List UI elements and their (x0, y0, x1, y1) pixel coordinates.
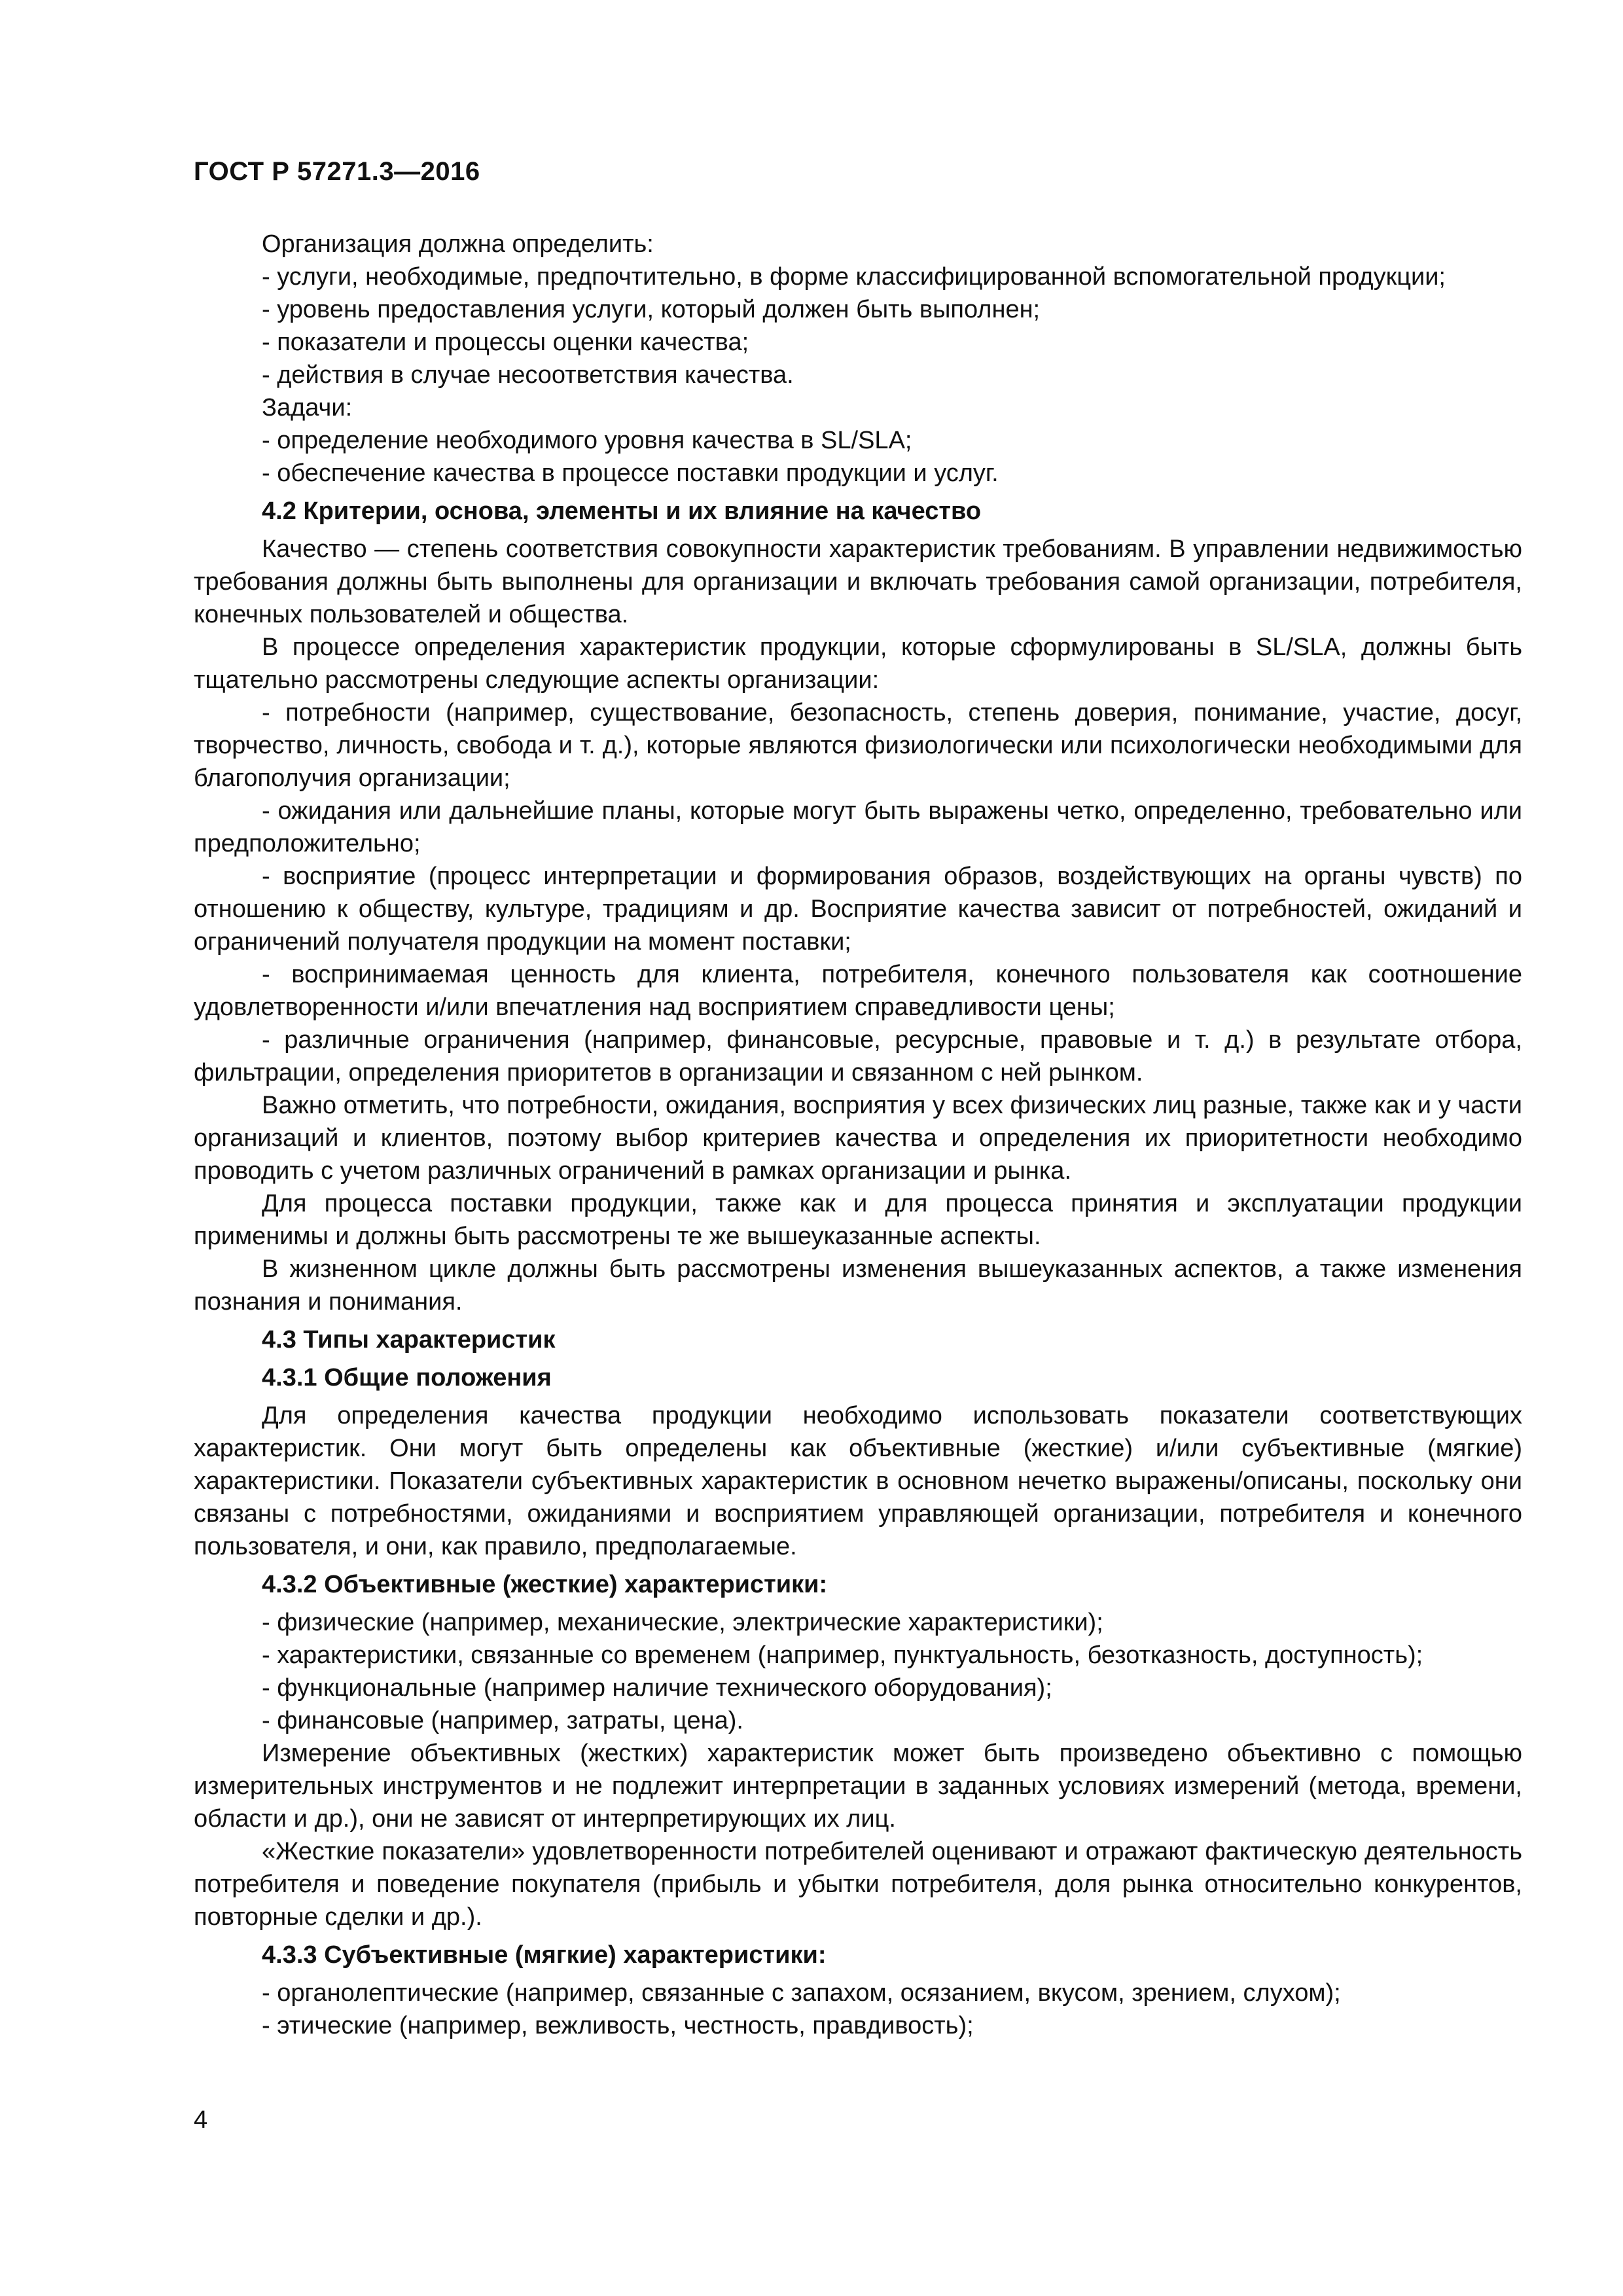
intro-lead: Организация должна определить: (262, 230, 654, 258)
task-item: - обеспечение качества в процессе поставки продукции и услуг. (262, 459, 999, 487)
document-body (194, 228, 1522, 2042)
section-heading-4-2: 4.2 Критерии, основа, элементы и их влияние на качество (262, 497, 982, 525)
intro-item: - действия в случае несоответствия качества. (262, 361, 794, 389)
paragraph: Для процесса поставки продукции, также как и для процесса принятия и эксплуатации продукции применимы и должны быть рассмотрены те же вышеуказанные аспекты. (194, 1190, 1522, 1250)
section-heading-4-3-2: 4.3.2 Объективные (жесткие) характеристики: (262, 1571, 828, 1598)
document-header: ГОСТ Р 57271.3—2016 (194, 157, 480, 186)
paragraph: - этические (например, вежливость, честность, правдивость); (262, 2012, 974, 2039)
intro-item: - уровень предоставления услуги, который должен быть выполнен; (262, 296, 1041, 323)
section-heading-4-3: 4.3 Типы характеристик (262, 1326, 556, 1354)
tasks-label: Задачи: (262, 394, 353, 422)
paragraph: - органолептические (например, связанные с запахом, осязанием, вкусом, зрением, слухом); (262, 1979, 1341, 2007)
page-number: 4 (194, 2106, 208, 2134)
paragraph: - различные ограничения (например, финансовые, ресурсные, правовые и т. д.) в результате отбора, фильтрации, определения приоритетов в организации и связанном с ней рынком. (194, 1026, 1522, 1086)
paragraph: - воспринимаемая ценность для клиента, потребителя, конечного пользователя как соотношение удовлетворенности и/или впечатления над восприятием справедливости цены; (194, 961, 1522, 1021)
section-heading-4-3-1: 4.3.1 Общие положения (262, 1364, 552, 1391)
paragraph: Важно отметить, что потребности, ожидания, восприятия у всех физических лиц разные, также как и у части организаций и клиентов, поэтому выбор критериев качества и определения их приоритетности необходимо проводить с учетом различных ограничений в рамках организации и рынка. (194, 1092, 1522, 1185)
intro-item: - услуги, необходимые, предпочтительно, в форме классифицированной вспомогательной продукции; (262, 263, 1446, 291)
paragraph: - финансовые (например, затраты, цена). (262, 1707, 743, 1734)
paragraph: - восприятие (процесс интерпретации и формирования образов, воздействующих на органы чувств) по отношению к обществу, культуре, традициям и др. Восприятие качества зависит от потребностей, ожиданий и ограничений получателя продукции на момент поставки; (194, 863, 1522, 956)
paragraph: Для определения качества продукции необходимо использовать показатели соответствующих характеристик. Они могут быть определены как объективные (жесткие) и/или субъективные (мягкие) характеристики. Показатели субъективных характеристик в основном нечетко выражены/описаны, поскольку они связаны с потребностями, ожиданиями и восприятием управляющей организации, потребителя и конечного пользователя, и они, как правило, предполагаемые. (194, 1402, 1522, 1560)
task-item: - определение необходимого уровня качества в SL/SLA; (262, 427, 912, 454)
paragraph: - ожидания или дальнейшие планы, которые могут быть выражены четко, определенно, требовательно или предположительно; (194, 797, 1522, 857)
paragraph: - физические (например, механические, электрические характеристики); (262, 1609, 1103, 1636)
paragraph: Измерение объективных (жестких) характеристик может быть произведено объективно с помощью измерительных инструментов и не подлежит интерпретации в заданных условиях измерений (метода, времени, области и др.), они не зависят от интерпретирующих их лиц. (194, 1740, 1522, 1833)
intro-item: - показатели и процессы оценки качества; (262, 329, 749, 356)
paragraph: В процессе определения характеристик продукции, которые сформулированы в SL/SLA, должны быть тщательно рассмотрены следующие аспекты организации: (194, 634, 1522, 694)
paragraph: Качество — степень соответствия совокупности характеристик требованиям. В управлении недвижимостью требования должны быть выполнены для организации и включать требования самой организации, потребителя, конечных пользователей и общества. (194, 535, 1522, 628)
paragraph: «Жесткие показатели» удовлетворенности потребителей оценивают и отражают фактическую деятельность потребителя и поведение покупателя (прибыль и убытки потребителя, доля рынка относительно конкурентов, повторные сделки и др.). (194, 1838, 1522, 1931)
paragraph: В жизненном цикле должны быть рассмотрены изменения вышеуказанных аспектов, а также изменения познания и понимания. (194, 1255, 1522, 1316)
section-heading-4-3-3: 4.3.3 Субъективные (мягкие) характеристики: (262, 1941, 827, 1969)
paragraph: - функциональные (например наличие технического оборудования); (262, 1674, 1052, 1702)
paragraph: - потребности (например, существование, безопасность, степень доверия, понимание, участие, досуг, творчество, личность, свобода и т. д.), которые являются физиологически или психологически необходимыми для благополучия организации; (194, 699, 1522, 792)
paragraph: - характеристики, связанные со временем (например, пунктуальность, безотказность, доступность); (262, 1641, 1423, 1669)
